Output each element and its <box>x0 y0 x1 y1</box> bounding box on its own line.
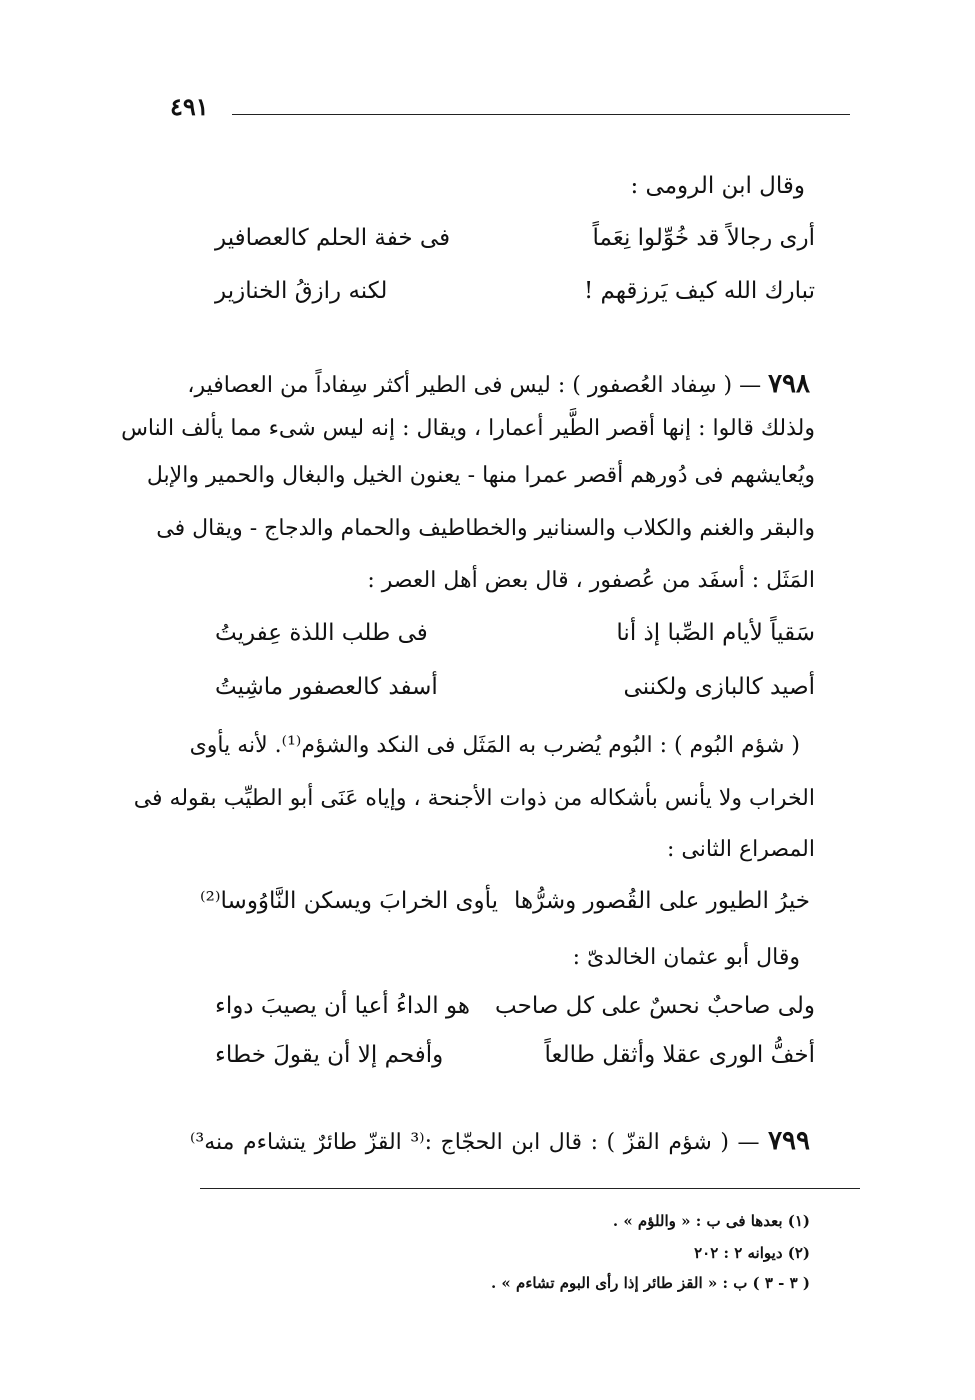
poem2-line2-second: أسفد كالعصفور ماشِيتُ <box>215 674 438 700</box>
entry-799-line <box>190 1125 810 1159</box>
page-number: ٤٩١ <box>170 92 209 121</box>
owl-line3: المصراع الثانى : <box>666 837 815 862</box>
entry-798-heading-text: — ( سِفاد العُصفور ) : ليس فى الطير أكثر سِفاداً من العصافير، <box>187 373 762 398</box>
entry-798-line4: والبقر والغنم والكلاب والسنانير والخطاطيف والحمام والدجاج - ويقال فى <box>156 516 815 541</box>
footnote-rule <box>200 1188 860 1189</box>
poem1-line1-second: فى خفة الحلم كالعصافير <box>215 225 451 251</box>
entry-798-line3: ويُعايشهم فى دُورهم أقصر عمرا منها - يعنون الخيل والبغال والحمير والإبل <box>146 463 815 488</box>
poem4-line2-second: وأفحم إلا أن يقولَ خطاء <box>215 1042 444 1068</box>
page-header <box>170 92 850 122</box>
poem4-line2-first: أخفُّ الورى عقلا وأثقل طالعاً <box>544 1042 815 1068</box>
entry-798-number: ٧٩٨ <box>768 369 810 399</box>
khalidi-line: وقال أبو عثمان الخالدىّ : <box>572 945 800 970</box>
poem2-line1-second: فى طلب اللذة عِفريتُ <box>215 620 428 646</box>
poem2-line2-first: أصيد كالبازى ولكننى <box>623 674 815 700</box>
poem4-line1-second: هو الداءُ أعيا أن يصيبَ دواء <box>215 993 471 1019</box>
poem2-line1-first: سَقياً لأيام الصِّبا إذ أنا <box>616 620 815 646</box>
owl-line2: الخراب ولا يأنس بأشكاله من ذوات الأجنحة ، وإياه عَنَى أبو الطيِّب بقوله فى <box>133 786 815 811</box>
entry-798-line2: ولذلك قالوا : إنها أقصر الطَّير أعمارا ، ويقال : إنه ليس شىء مما يألف الناس <box>121 416 815 441</box>
poem3-second: يأوى الخرابَ ويسكن النَّاوُوسا⁽²⁾ <box>200 888 499 914</box>
poem1-line1-first: أرى رجالاً قد خُوِّلوا نِعَماً <box>592 225 815 251</box>
entry-798-line5: المَثَل : أسفَد من عُصفور ، قال بعض أهل العصر : <box>367 568 815 593</box>
intro-line: وقال ابن الرومى : <box>630 173 805 199</box>
owl-line1: ( شؤم البُوم ) : البُوم يُضرب به المَثَل فى النكد والشؤم⁽¹⁾. لأنه يأوى <box>189 733 800 758</box>
header-rule <box>232 114 850 115</box>
footnote-2: (٢) ديوانه ٢ : ٢٠٢ <box>694 1244 810 1262</box>
footnote-1: (١) بعدها فى ب : « واللؤم » . <box>612 1212 810 1230</box>
entry-799-text: — ( شؤم القزّ ) : قال ابن الحجّاج :⁽³ القزّ طائرٌ يتشاءم منه³⁾ <box>190 1130 760 1155</box>
footnote-3: ( ٣ - ٣ ) ب : « القز طائر إذا رأى البوم تشاءم » . <box>490 1274 810 1292</box>
entry-799-number: ٧٩٩ <box>768 1126 810 1156</box>
poem1-line2-first: تبارك الله كيف يَرزقهم ! <box>583 278 815 304</box>
poem1-line2-second: لكنه رازقُ الخنازير <box>215 278 388 304</box>
poem3-first: خيرُ الطيور على القُصور وشرُّها <box>514 888 810 914</box>
poem4-line1-first: ولى صاحبٌ نحسٌ على كل صاحب <box>495 993 815 1019</box>
entry-798-line1 <box>187 368 810 402</box>
